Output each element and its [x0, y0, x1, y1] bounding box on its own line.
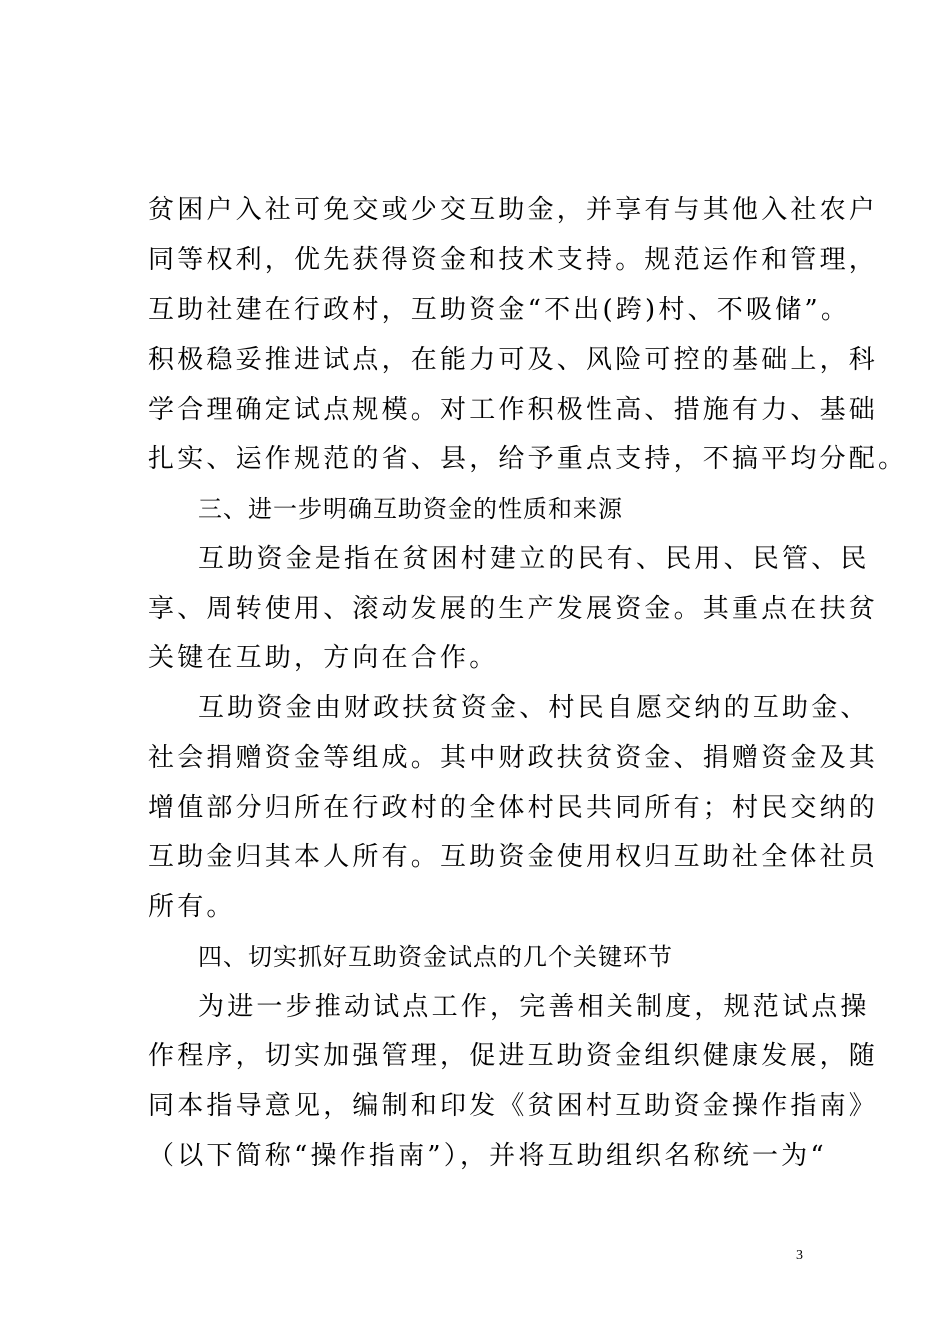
- paragraph-1-line-5: 学合理确定试点规模。对工作积极性高、措施有力、基础: [148, 395, 879, 425]
- section-heading-4: 四、切实抓好互助资金试点的几个关键环节: [198, 943, 673, 971]
- paragraph-1-line-3: 互助社建在行政村，互助资金“不出(跨)村、不吸储”。: [148, 295, 851, 325]
- paragraph-3-line-1: 互助资金由财政扶贫资金、村民自愿交纳的互助金、: [198, 693, 870, 723]
- paragraph-3-line-3: 增值部分归所在行政村的全体村民共同所有；村民交纳的: [148, 793, 879, 823]
- paragraph-4-line-1: 为进一步推动试点工作，完善相关制度，规范试点操: [198, 992, 870, 1022]
- paragraph-4-line-4: （以下简称“操作指南”），并将互助组织名称统一为“: [148, 1141, 827, 1171]
- paragraph-3-line-2: 社会捐赠资金等组成。其中财政扶贫资金、捐赠资金及其: [148, 743, 879, 773]
- paragraph-2-line-3: 关键在互助，方向在合作。: [148, 643, 499, 673]
- paragraph-1-line-6: 扎实、运作规范的省、县，给予重点支持，不搞平均分配。: [148, 444, 908, 474]
- paragraph-2-line-2: 享、周转使用、滚动发展的生产发展资金。其重点在扶贫: [148, 594, 879, 624]
- paragraph-1-line-1: 贫困户入社可免交或少交互助金，并享有与其他入社农户: [148, 195, 879, 225]
- paragraph-3-line-5: 所有。: [148, 892, 236, 922]
- paragraph-4-line-3: 同本指导意见，编制和印发《贫困村互助资金操作指南》: [148, 1091, 879, 1121]
- page-number: 3: [796, 1248, 803, 1263]
- paragraph-1-line-2: 同等权利，优先获得资金和技术支持。规范运作和管理，: [148, 245, 879, 275]
- paragraph-3-line-4: 互助金归其本人所有。互助资金使用权归互助社全体社员: [148, 842, 879, 872]
- paragraph-4-line-2: 作程序，切实加强管理，促进互助资金组织健康发展，随: [148, 1041, 879, 1071]
- section-heading-3: 三、进一步明确互助资金的性质和来源: [198, 495, 623, 523]
- paragraph-1-line-4: 积极稳妥推进试点，在能力可及、风险可控的基础上，科: [148, 345, 879, 375]
- paragraph-2-line-1: 互助资金是指在贫困村建立的民有、民用、民管、民: [198, 544, 870, 574]
